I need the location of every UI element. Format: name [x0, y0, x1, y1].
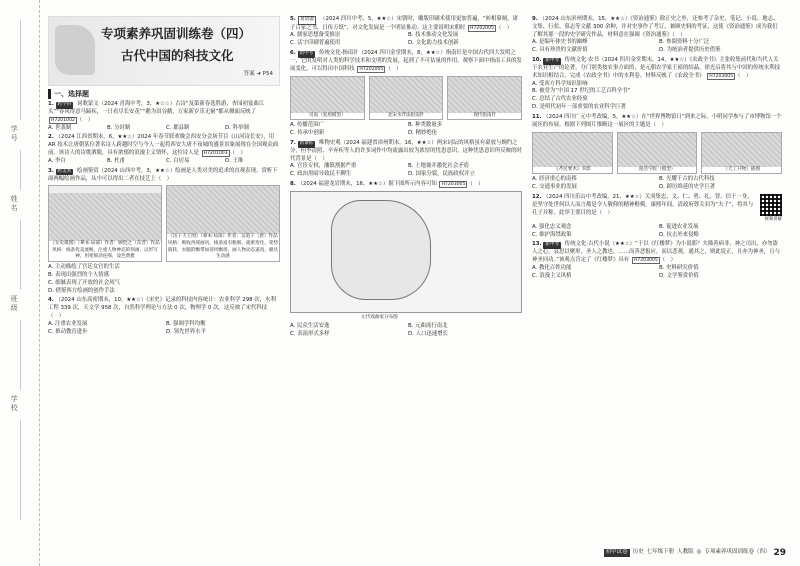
- painting-image-2: [166, 185, 280, 262]
- option-c[interactable]: C. 表演形式多样: [290, 330, 330, 337]
- option-b[interactable]: B. 促进农业发展: [659, 223, 699, 230]
- name-label: 姓名: [10, 195, 19, 213]
- question-code: H7203005: [441, 182, 466, 188]
- option-b[interactable]: B. 表现出强烈的个人情感: [48, 271, 110, 278]
- page-number: 29: [773, 547, 786, 558]
- question-11: 11. （2024 四川广元中考改编，5，★★☆）在“世界博物馆日”到来之际，小明同学参与了市博物馆一个展区的布展。根据下列图片推断这一展区的主题是（ ） 《齐民要术》书影 泥活字版（模型） 《天工开物》插图 A. 经济重心的南移 B. 光耀千古的古代科技 C. 交通事业的发展 D. 踔厉绵延的史学巨著: [532, 113, 782, 191]
- page-footer: [604, 547, 786, 560]
- question-code: H7203005: [709, 73, 734, 79]
- question-code: H7202005: [359, 66, 384, 72]
- option-b[interactable]: B. 参阅资料十分广泛: [659, 39, 710, 46]
- option-d[interactable]: D. 文学鉴赏价值: [659, 272, 699, 279]
- image-caption: 北宋水浮法指南针: [370, 113, 443, 120]
- footer-grade: 七年级下册: [646, 549, 675, 556]
- decorative-figure-icon: [55, 25, 95, 75]
- video-explain-label: 视频讲解: [764, 217, 782, 223]
- option-c[interactable]: C. 活字印刷普遍使用: [290, 40, 341, 47]
- question-text: （2024 福建龙岩期末，16，★★☆）据下图所示内容可知: [297, 181, 437, 188]
- option-b[interactable]: B. 史料研究价值: [659, 264, 699, 271]
- question-text: 词歌蒙文（2024 青海中考，3，★☆☆）古诗“及第新春选胜游，杏园初宴曲江头”“春风得意马蹄疾，一日看尽长安花”“鹅为田谷鹅，万家新岁乐无窮”都从侧面反映了: [48, 101, 265, 115]
- column-1: [48, 16, 280, 339]
- option-b[interactable]: B. 土地兼并激化社会矛盾: [408, 163, 470, 170]
- book-image: [532, 132, 613, 175]
- column-2: [290, 16, 522, 341]
- tag-badge: 跨学科: [57, 102, 72, 108]
- qr-code-icon[interactable]: [760, 194, 782, 216]
- option-c[interactable]: C. 推动教育进步: [48, 328, 88, 335]
- tag-badge: 新课标: [299, 140, 314, 146]
- option-c[interactable]: C. 传承中创新: [290, 130, 325, 137]
- option-c[interactable]: C. 政治黑暗导致民不聊生: [290, 171, 352, 178]
- binding-gutter: [0, 0, 40, 566]
- image-caption: 《齐民要术》书影: [533, 167, 612, 174]
- option-c[interactable]: C. 总结了古代农业经验: [532, 96, 588, 103]
- banner-title: 专项素养巩固训练卷（四）: [101, 26, 252, 41]
- question-text: （2024 四川中考，5，★★☆）宋朝时，雕版印刷术使用更加普遍，“转相摹刻，诸子百家之书，日传万纸”，对文化发展是一个明显推动。这主要说明宋朝时: [290, 16, 518, 31]
- option-d[interactable]: D. 王维: [225, 157, 244, 164]
- question-text: （2024 四川广元中考改编，5，★★☆）在“世界博物馆日”到来之际，小明同学参与了市博物馆一个展区的布展。根据下列图片推断这一展区的主题是: [532, 113, 782, 128]
- type-block-image: [617, 132, 698, 175]
- option-c[interactable]: C. 郡县制: [166, 124, 190, 131]
- option-b[interactable]: B. 技术推动文化发展: [408, 32, 459, 39]
- illustration-image: [701, 132, 782, 175]
- option-d[interactable]: D. 人口迅速增长: [408, 330, 448, 337]
- option-d[interactable]: D. 抗击外来侵略: [659, 231, 699, 238]
- class-label: 班级: [10, 295, 19, 313]
- option-d[interactable]: D. 精妙绝伦: [408, 130, 438, 137]
- option-a[interactable]: A. 教化百姓功能: [532, 264, 572, 271]
- question-text: 传统文化·农书（2024 四川金堂期末，14，★★☆）《农政全书》主张收集前代和当代人关于农业生产的论著，分门别类按农事方面的，是元朝农学家王祯的结晶，徐光启将其与中国的传统水利技术知识相结合，完成《农政全书》中的水利卷。材料反映了《农政全书》: [532, 57, 780, 79]
- compass-image-3: [447, 76, 522, 121]
- option-b[interactable]: B. 分封制: [107, 124, 131, 131]
- tag-badge: 跨美术: [57, 168, 72, 174]
- question-4: 4. （2024 山东高密期末，10，★★☆）《宋史》记录的科技内容统计：农业科学 298 次，水利工程 339 次，天文学 958 次，自然科学理论与方法 0 次，物理学 0 次。这反映了宋代科技（ ） A. 注重农业发展 B. 强调学科均衡 C. 推动教育进步 D. 领先世界水平: [48, 297, 280, 336]
- question-text: 传统文化·古代小说（★★☆）“于以《红楼梦》为小说耶？夫描善病非，神之司出，亦勿盗人之心，哀思以聚形，圣人之教也。……而善恶报应，而以悲观，通其之，则此说正，且亦为神圣，且与神圣同功。”该观点肯定了《红楼梦》具有: [532, 241, 780, 264]
- option-a[interactable]: A. 主动描绘了宫廷女官的生活: [48, 264, 120, 271]
- footer-mark-icon: ◎: [696, 549, 702, 556]
- option-c[interactable]: C. 浪漫主义风格: [532, 272, 572, 279]
- option-d[interactable]: D. 国家分裂，民族政权并立: [408, 171, 475, 178]
- question-9: 9. （2024 山东滨州期末，15，★★☆）《资治通鉴》除正史之外，还参考了杂史、笔记、小说、地志、文集、行状、墓志等文献 300 余种，并对史事作了考订，兼顾史料的考证，这使《资治通鉴》成为我们了解其那一段的史学研究作品。材料意在强调《资治通鉴》（ ） A. 是编年体史书的巅峰 B. 参阅资料十分广泛 C. 具有珍贵的文献价值 D. 为统治者提供历史借鉴: [532, 16, 782, 55]
- question-6: 6. 新中考 传统文化·指南针（2024 四川金堂期末，8，★★☆）指南针是中国古代四大发明之一，它的发明对人类的科学技术和文明的发展，起到了不可估量的作用。观察下面中指南工具的发展变化，可以得出中国科技 H7202005 （ ） 司南（复原模型） 北宋水浮法指南针 现代指南针 A. 传播范围广 B. 种类数量多 C. 传承中创新 D. 精妙绝伦: [290, 50, 522, 137]
- banner-subtitle: 古代中国的科技文化: [121, 48, 234, 63]
- option-a[interactable]: A. 是编年体史书的巅峰: [532, 39, 588, 46]
- question-code: H7201002: [51, 117, 75, 123]
- question-5: 5. 易错题 （2024 四川中考，5，★★☆）宋朝时，雕版印刷术使用更加普遍，“转相摹刻，诸子百家之书，日传万纸”，对文化发展是一个明显推动。这主要说明宋朝时 H7202005 （ ） A. 儒家思想备受推崇 B. 技术推动文化发展 C. 活字印刷普遍使用 D. 文化助力技术创新: [290, 16, 522, 48]
- question-text: 唯物史观（2024 福建省漳州期末，16，★★☆）两宋词坛的风格虽有豪放与婉约之分，但李清照、辛弃疾等人的许多词作中均流露出较为浓厚的忧患意识。这种忧患意识所反映的时代背景是: [290, 139, 522, 162]
- map-caption: 元代戏曲家分布图: [361, 315, 398, 321]
- tag-badge: 新中考: [299, 51, 314, 57]
- section-title: 一、选择题: [48, 89, 280, 99]
- question-7: 7. 新课标 唯物史观（2024 福建省漳州期末，16，★★☆）两宋词坛的风格虽有豪放与婉约之分，但李清照、辛弃疾等人的许多词作中均流露出较为浓厚的忧患意识。这种忧患意识所反映的时代背景是（ ） A. 官宦专权，藩镇割据严重 B. 土地兼并激化社会矛盾 C. 政治黑暗导致民不聊生 D. 国家分裂，民族政权并立: [290, 139, 522, 178]
- image-caption: 《送子天王图》（摹本·局部）作者：吴道子（唐）作品风格：吸收西域画风，线条富有粗细、疏密变化，笔势圆转，衣服的飘带如迎风飘扬，画人物动态逼真，颇具生动感: [167, 234, 279, 260]
- student-id-label: 学号: [10, 125, 19, 143]
- option-b[interactable]: B. 杜甫: [107, 157, 125, 164]
- option-c[interactable]: C. 细腻表现了开放的社会风气: [48, 279, 120, 286]
- option-d[interactable]: D. 为统治者提供历史借鉴: [659, 47, 721, 54]
- footer-edition: 人教版: [677, 549, 694, 556]
- answer-ref: 答案 ➜ P54: [243, 71, 273, 77]
- question-text: （2024 山东滨州期末，15，★★☆）《资治通鉴》除正史之外，还参考了杂史、笔记、小说、地志、文集、行状、墓志等文献 300 余种，并对史事作了考订，兼顾史料的考证，这使《资治通鉴》成为我们了解其那一段的史学研究作品。材料意在强调《资治通鉴》: [532, 16, 779, 38]
- option-a[interactable]: A. 传播范围广: [290, 122, 324, 129]
- option-a[interactable]: A. 民众生活安逸: [290, 322, 330, 329]
- option-c[interactable]: C. 具有珍贵的文献价值: [532, 47, 588, 54]
- footer-brand: 初中试卷: [605, 549, 628, 556]
- painting-image-1: [48, 185, 162, 262]
- option-a[interactable]: A. 李白: [48, 157, 66, 164]
- option-a[interactable]: A. 官宦专权，藩镇割据严重: [290, 163, 357, 170]
- column-3: [532, 16, 782, 283]
- option-c[interactable]: C. 交通事业的发展: [532, 184, 577, 191]
- option-d[interactable]: D. 领先世界水平: [166, 328, 206, 335]
- footer-title: 专项素养巩固训练卷（四）: [704, 549, 771, 556]
- tag-badge: 新中考: [545, 58, 560, 64]
- option-b[interactable]: B. 元曲流行南北: [408, 322, 448, 329]
- option-d[interactable]: D. 借鉴西方绘画的创作手法: [48, 287, 115, 294]
- question-3: 3. 跨美术 绘画鉴赏（2024 山西中考，3，★★☆）绘画是人类对美的追求的直观表现。赏析下面两幅绘画作品，从中可以得出二者在技艺上（ ） 《女史箴图》（摹本·局部）作者：顾恺之（东晋）作品风格：线条优美流畅，注重人物神态的刻画，以形写神，用笔细劲连绵，设色典雅 《送子天王图》（摹本·局部）作者：吴道子（唐）作品风格：吸收西域画风，线条富有粗细、疏密变化，笔势圆转，衣服的飘带如迎风飘扬，画人物动态逼真，颇具生动感 A. 主动描绘了宫廷女官的生活 B. 表现出强烈的个人情感 C. 细腻表现了开放的社会风气 D. 借鉴西方绘画的创作手法: [48, 167, 279, 294]
- image-caption: 《天工开物》插图: [702, 167, 781, 174]
- option-a[interactable]: A. 强化忠义观念: [532, 223, 572, 230]
- question-1: 1. 跨学科 词歌蒙文（2024 青海中考，3，★☆☆）古诗“及第新春选胜游，杏园初宴曲江头”“春风得意马蹄疾，一日看尽长安花”“鹅为田谷鹅，万家新岁乐无窮”都从侧面反映了 H7201002 （ ） A. 世袭制 B. 分封制 C. 郡县制 D. 科举制: [48, 101, 280, 132]
- option-c[interactable]: C. 白居易: [166, 157, 190, 164]
- option-a[interactable]: A. 注重农业发展: [48, 320, 88, 327]
- question-code: H7203005: [633, 258, 658, 264]
- question-10: 10. 新中考 传统文化·农书（2024 四川金堂期末，14，★★☆）《农政全书》主张收集前代和当代人关于农业生产的论著，分门别类按农事方面的，是元朝农学家王祯的结晶，徐光启将其与中国的传统水利技术知识相结合，完成《农政全书》中的水利卷。材料反映了《农政全书》 H7203005 （ ） A. 受西方科学知识影响 B. 被誉为“中国 17 世纪的工艺百科全书” C. 总结了古代农业经验 D. 是明代初年一部重要的农业科学巨著: [532, 57, 782, 112]
- tag-badge: 新中考: [545, 242, 560, 248]
- option-c[interactable]: C. 维护海禁政策: [532, 231, 572, 238]
- option-d[interactable]: D. 文化助力技术创新: [408, 40, 459, 47]
- option-b[interactable]: B. 强调学科均衡: [166, 320, 206, 327]
- option-b[interactable]: B. 被誉为“中国 17 世纪的工艺百科全书”: [532, 88, 631, 95]
- option-a[interactable]: A. 世袭制: [48, 124, 72, 131]
- question-13: 13. 新中考 传统文化·古代小说（★★☆）“于以《红楼梦》为小说耶？夫描善病非，神之司出，亦勿盗人之心，哀思以聚形，圣人之教也。……而善恶报应，而以悲观，通其之，则此说正，且亦为神圣，且与神圣同功。”该观点肯定了《红楼梦》具有 H7203005 （ ） A. 教化百姓功能 B. 史料研究价值 C. 浪漫主义风格 D. 文学鉴赏价值: [532, 241, 782, 280]
- question-text: （2024 山东高密期末，10，★★☆）《宋史》记录的科技内容统计：农业科学 298 次，水利工程 339 次，天文学 958 次，自然科学理论与方法 0 次，物理学 0 次。这反映了宋代科技: [48, 297, 276, 312]
- school-label: 学校: [10, 395, 19, 413]
- option-b[interactable]: B. 光耀千古的古代科技: [659, 176, 715, 183]
- compass-image-2: [369, 76, 444, 121]
- question-12: 12. （2024 四川乐山中考改编，21，★★☆）关羽集忠、义、仁、勇、礼、智、信于一身，是坚守处世何以人而言都是令人敬仰的精神楷模。康熙年间，清政府尊关羽为“夫子”，将其与孔子并称。此举主要目的是（ ） 视频讲解 A. 强化忠义观念 B. 促进农业发展 C. 维护海禁政策 D. 抗击外来侵略: [532, 193, 782, 238]
- tag-badge: 易错题: [298, 16, 317, 25]
- question-text: （2024 江西省期末，6，★★☆）2024 年春节联欢晚会西安分会场节目《山河诗长安》，用 AR 技术让唐朝某位著名诗人跨越时空与今人一起将西安大唐不夜城的盛景景象展现在全国观众面前。该诗人的诗歌洒脱，具有浓郁的浪漫主义情怀，这位诗人是: [48, 134, 279, 157]
- question-text: 传统文化·指南针（2024 四川金堂期末，8，★★☆）指南针是中国古代四大发明之一，它的发明对人类的科学技术和文明的发展，起到了不可估量的作用。观察下面中指南工具的发展变化，可以得出中国科技: [290, 50, 522, 72]
- option-d[interactable]: D. 科举制: [225, 124, 249, 131]
- opera-map-image: [290, 191, 522, 321]
- image-caption: 司南（复原模型）: [291, 113, 364, 120]
- option-a[interactable]: A. 受西方科学知识影响: [532, 80, 588, 87]
- option-d[interactable]: D. 踔厉绵延的史学巨著: [659, 184, 716, 191]
- image-caption: 《女史箴图》（摹本·局部）作者：顾恺之（东晋）作品风格：线条优美流畅，注重人物神态的刻画，以形写神，用笔细劲连绵，设色典雅: [50, 241, 160, 260]
- question-code: H7201003: [203, 151, 228, 157]
- image-caption: 泥活字版（模型）: [618, 167, 697, 174]
- question-text: （2024 四川乐山中考改编，21，★★☆）关羽集忠、义、仁、勇、礼、智、信于一身，是坚守处世何以人而言都是令人敬仰的精神楷模。康熙年间，清政府尊关羽为“夫子”，将其与孔子并称。此举主要目的是: [532, 193, 754, 216]
- option-b[interactable]: B. 种类数量多: [408, 122, 443, 129]
- compass-image-1: [290, 76, 365, 121]
- option-a[interactable]: A. 经济重心的南移: [532, 176, 577, 183]
- option-d[interactable]: D. 是明代初年一部重要的农业科学巨著: [532, 104, 626, 111]
- title-banner: [48, 16, 280, 86]
- option-a[interactable]: A. 儒家思想备受推崇: [290, 32, 341, 39]
- question-text: 绘画鉴赏（2024 山西中考，3，★★☆）绘画是人类对美的追求的直观表现。赏析下面两幅绘画作品，从中可以得出二者在技艺上: [48, 167, 278, 182]
- question-code: H7202005: [470, 25, 494, 31]
- footer-subject: 历史: [632, 549, 644, 556]
- question-8: 8. （2024 福建龙岩期末，16，★★☆）据下图所示内容可知 H7203005 （ ） 元代戏曲家分布图 A. 民众生活安逸 B. 元曲流行南北 C. 表演形式多样 D. 人口迅速增长: [290, 181, 522, 338]
- image-caption: 现代指南针: [448, 113, 521, 120]
- question-2: 2. （2024 江西省期末，6，★★☆）2024 年春节联欢晚会西安分会场节目《山河诗长安》，用 AR 技术让唐朝某位著名诗人跨越时空与今人一起将西安大唐不夜城的盛景景象展现在全国观众面前。该诗人的诗歌洒脱，具有浓郁的浪漫主义情怀，这位诗人是 H7201003 （ ） A. 李白 B. 杜甫 C. 白居易 D. 王维: [48, 134, 279, 164]
